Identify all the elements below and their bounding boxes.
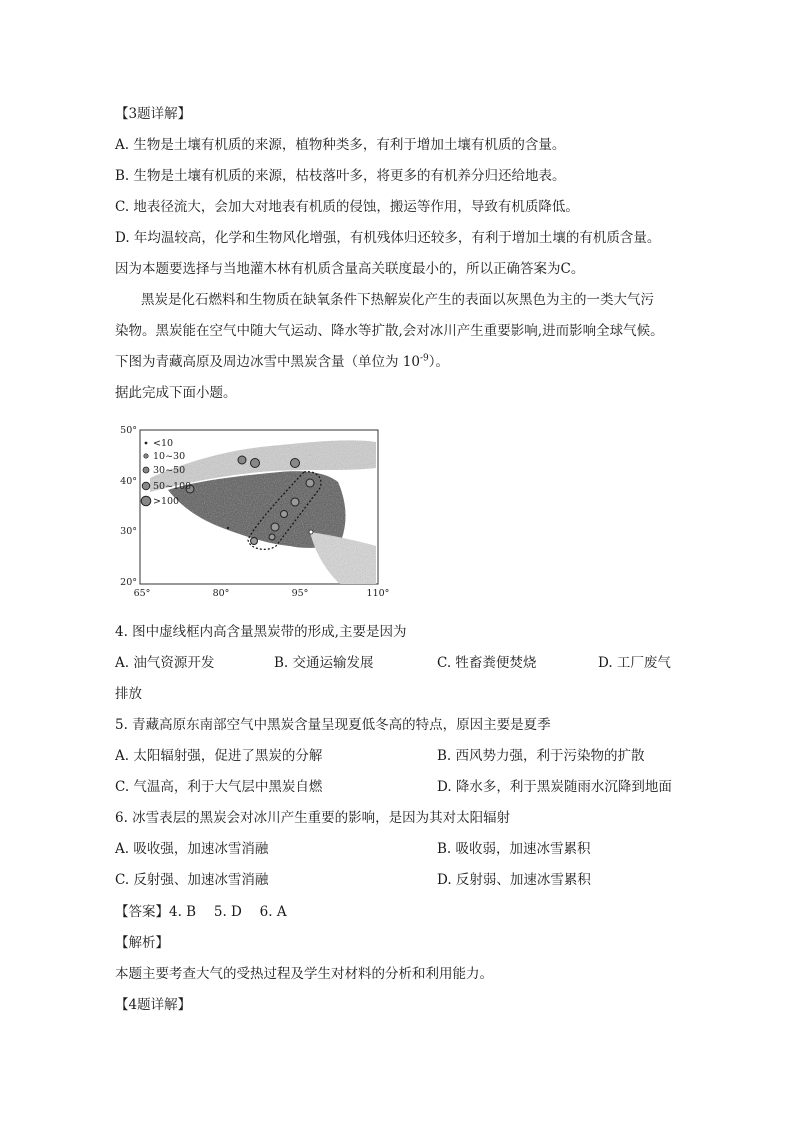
q5-option-b: B. 西风势力强，利于污染物的扩散 [437,748,645,764]
sample-site [251,459,260,468]
passage-line-4: 据此完成下面小题。 [115,385,237,401]
legend-label: >100 [153,496,180,507]
passage-line-2: 染物。黑炭能在空气中随大气运动、降水等扩散,会对冰川产生重要影响,进而影响全球气候。 [115,323,664,339]
y-tick-label: 50° [120,425,137,436]
passage-line-1: 黑炭是化石燃料和生物质在缺氧条件下热解炭化产生的表面以灰黑色为主的一类大气污 [141,292,654,308]
answer-line: 【答案】4. B 5. D 6. A [115,904,287,920]
passage-line-3-text: 下图为青藏高原及周边冰雪中黑炭含量（单位为 10 [115,354,420,370]
legend-label: <10 [153,438,174,449]
q4-option-c: C. 牲畜粪便焚烧 [437,655,537,671]
q3-option-b: B. 生物是土壤有机质的来源，枯枝落叶多，将更多的有机养分归还给地表。 [115,168,566,184]
section3-header: 【3题详解】 [115,106,192,122]
sample-site [269,534,275,540]
q4-option-b: B. 交通运输发展 [274,655,374,671]
sample-site [309,530,313,534]
sample-site [306,479,314,487]
sample-site [227,527,229,529]
q6-option-c: C. 反射强、加速冰雪消融 [115,872,269,888]
y-tick-label: 40° [120,476,137,487]
section4-header: 【4题详解】 [115,997,192,1013]
y-tick-label: 20° [120,577,137,588]
x-tick-label: 95° [291,588,309,599]
sample-site [291,498,299,506]
q5-option-c: C. 气温高，利于大气层中黑炭自燃 [115,779,323,795]
sample-site [251,538,258,545]
q5-stem: 5. 青藏高原东南部空气中黑炭含量呈现夏低冬高的特点，原因主要是夏季 [115,717,551,733]
q4-option-d-continued: 排放 [115,686,142,702]
q6-stem: 6. 冰雪表层的黑炭会对冰川产生重要的影响，是因为其对太阳辐射 [115,810,511,826]
q3-option-a: A. 生物是土壤有机质的来源，植物种类多，有利于增加土壤有机质的含量。 [115,137,566,153]
legend-marker-10-30 [144,454,148,458]
passage-unit-exponent: -9 [419,353,429,364]
x-tick-label: 65° [133,588,151,599]
black-carbon-map [110,420,400,600]
legend-marker-50-100 [142,482,150,490]
legend-marker-30-50 [143,467,149,473]
q5-option-a: A. 太阳辐射强，促进了黑炭的分解 [115,748,323,764]
sample-site [291,459,300,468]
passage-line-3-end: ）。 [428,354,450,370]
x-tick-label: 110° [366,588,390,599]
q4-option-a: A. 油气资源开发 [115,655,215,671]
q6-option-b: B. 吸收弱，加速冰雪累积 [437,841,591,857]
q3-conclusion: 因为本题要选择与当地灌木林有机质含量高关联度最小的，所以正确答案为C。 [115,261,585,277]
q4-stem: 4. 图中虚线框内高含量黑炭带的形成,主要是因为 [115,624,407,640]
q3-option-d: D. 年均温较高，化学和生物风化增强，有机残体归还较多，有利于增加土壤的有机质含量。 [115,230,661,246]
q4-option-d: D. 工厂废气 [598,655,671,671]
map-figure [110,420,400,600]
analysis-header: 【解析】 [115,935,169,951]
sample-site [281,511,288,518]
legend-label: 10~30 [153,451,186,462]
x-tick-label: 80° [212,588,230,599]
q6-option-a: A. 吸收强，加速冰雪消融 [115,841,269,857]
q6-option-d: D. 反射弱、加速冰雪累积 [437,872,591,888]
legend-label: 50~100 [153,481,192,492]
sample-site [238,456,246,464]
q3-option-c: C. 地表径流大，会加大对地表有机质的侵蚀，搬运等作用，导致有机质降低。 [115,199,579,215]
legend-marker-gt100 [141,496,151,506]
legend-label: 30~50 [153,465,186,476]
passage-line-3 [115,352,449,372]
sample-site [271,523,279,531]
q5-option-d: D. 降水多，利于黑炭随雨水沉降到地面 [437,779,672,795]
analysis-text: 本题主要考查大气的受热过程及学生对材料的分析和利用能力。 [115,966,493,982]
legend-marker-lt10 [145,442,148,445]
y-tick-label: 30° [120,526,137,537]
